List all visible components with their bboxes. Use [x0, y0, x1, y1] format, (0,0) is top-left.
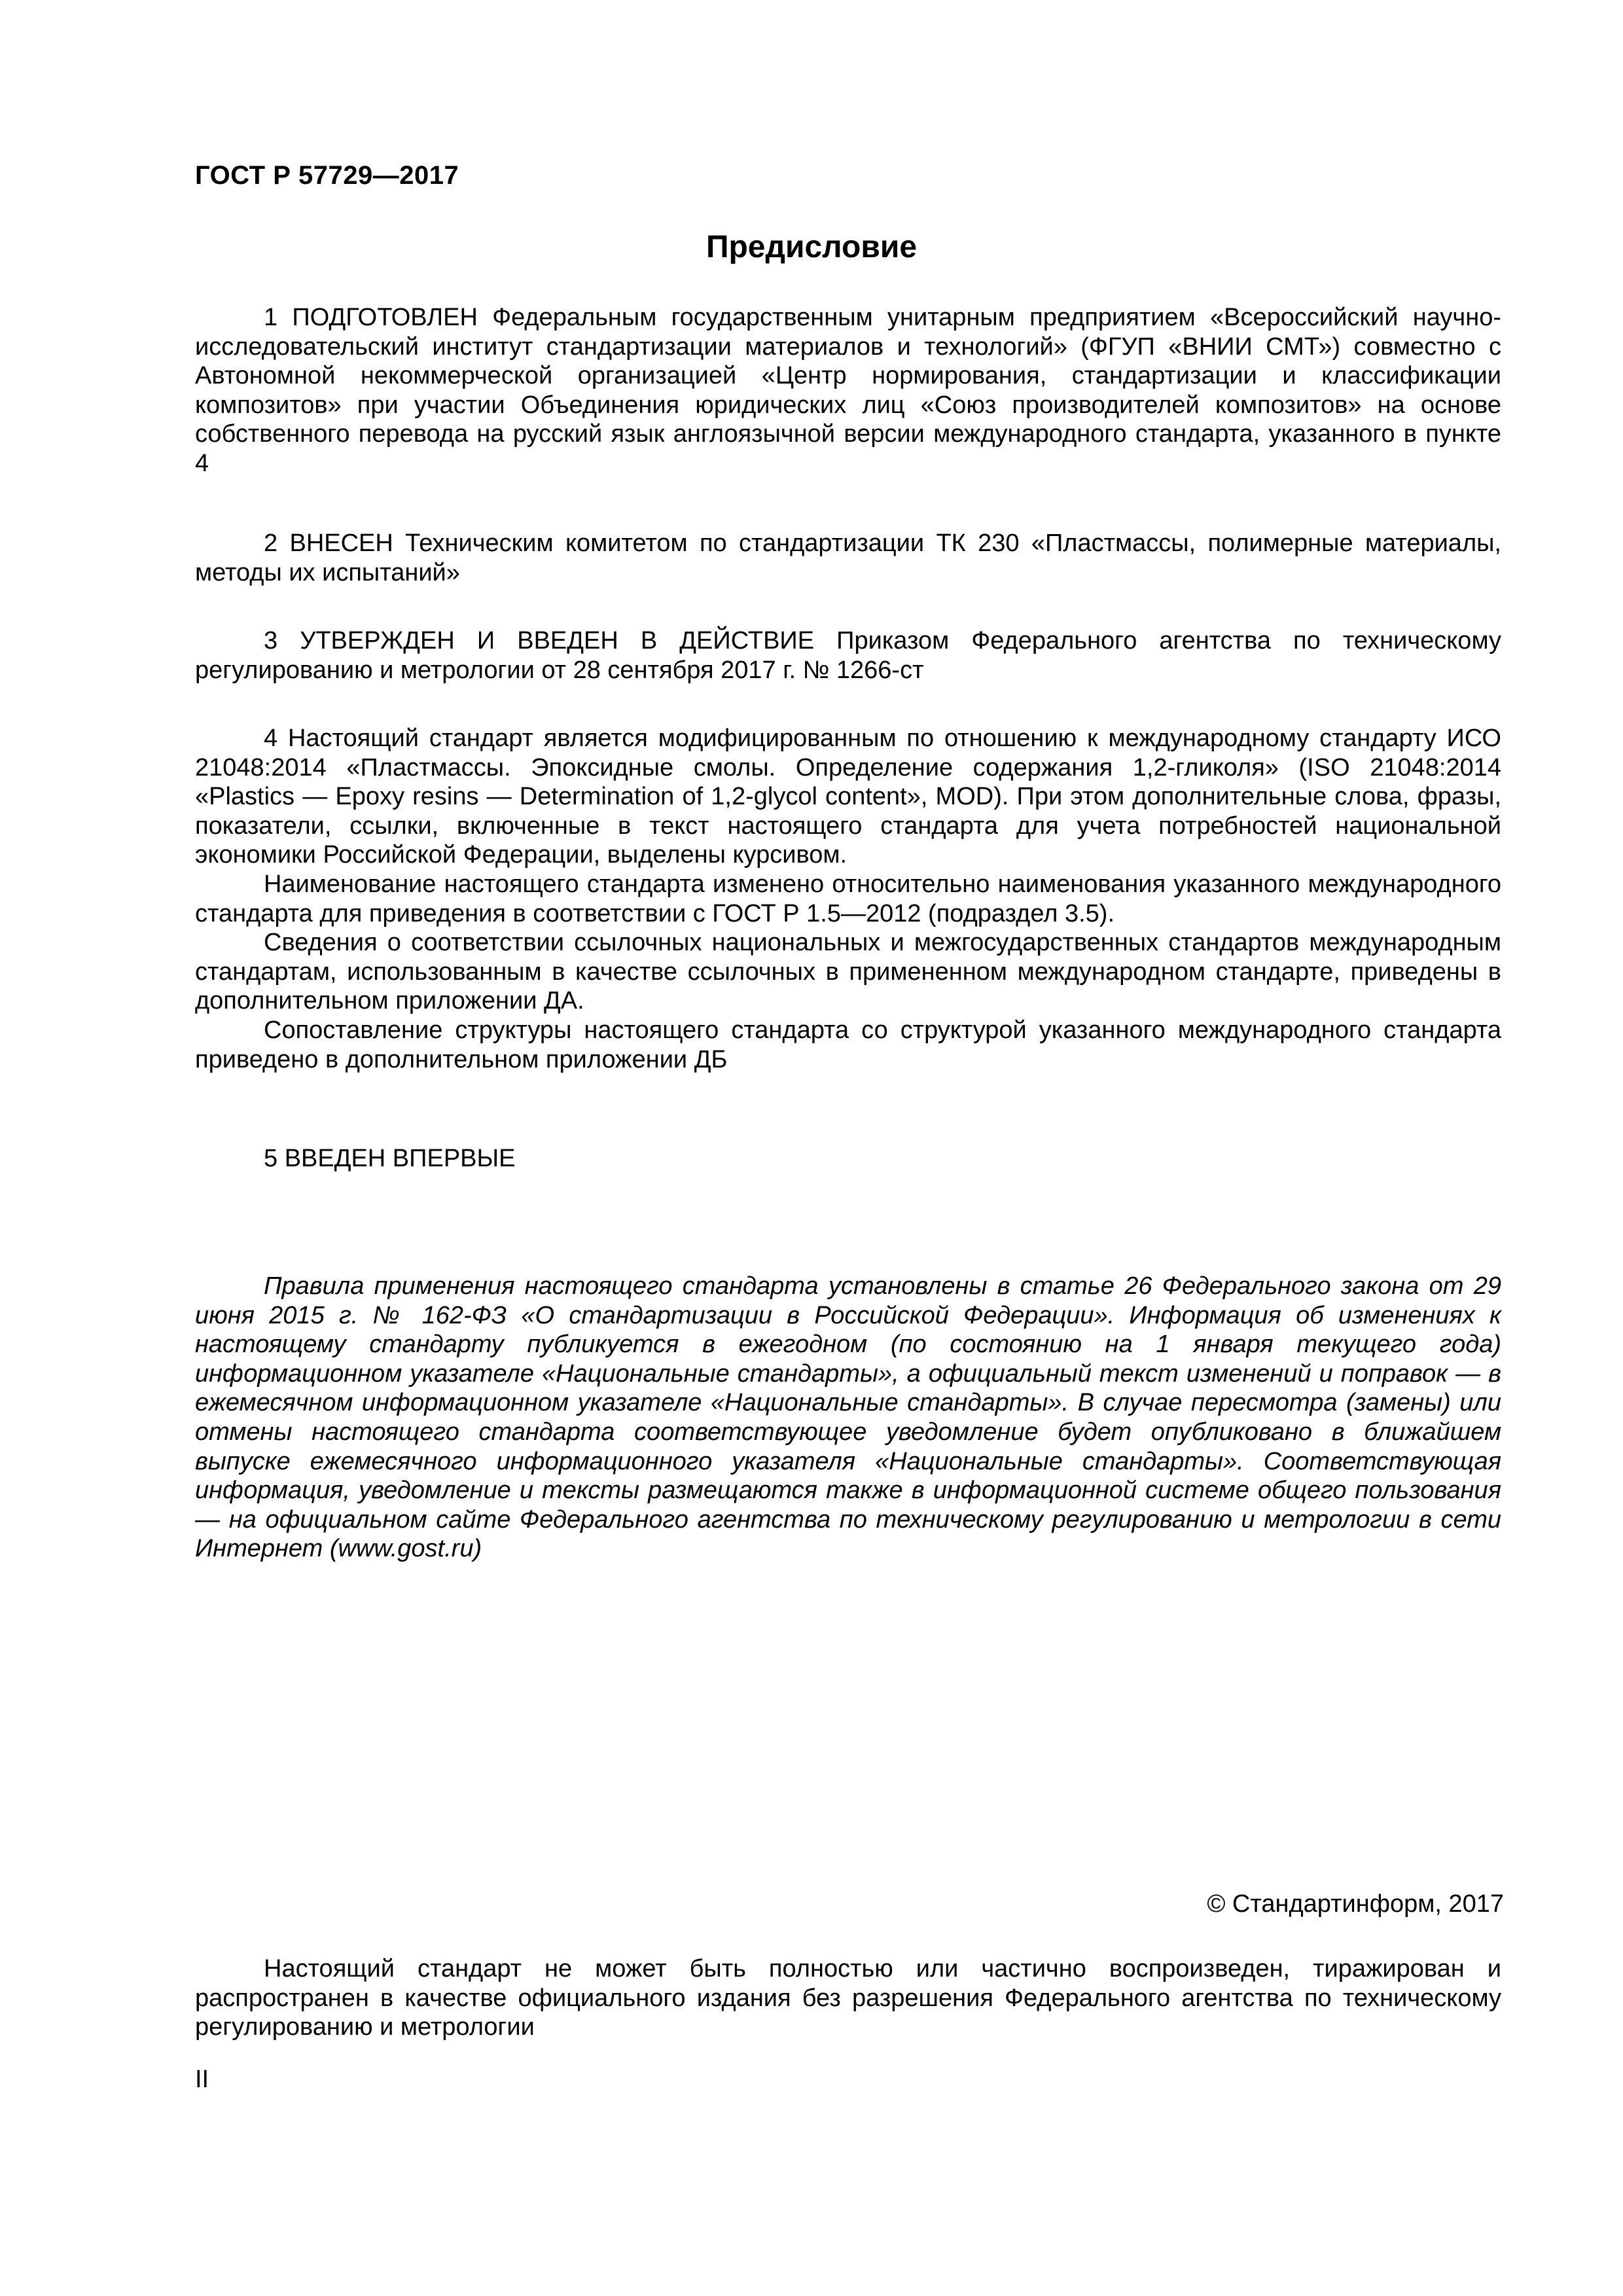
standard-code: ГОСТ Р 57729—2017	[195, 161, 459, 190]
item-4-paragraph: Сведения о соответствии ссылочных национальных и межгосударственных стандартов международным стандартам, использованным в качестве ссылочных в примененном международном стандарте, приведены в дополнительном приложении ДА.	[195, 929, 1501, 1015]
reproduction-notice	[195, 1954, 1501, 2042]
item-4-paragraph: Наименование настоящего стандарта изменено относительно наименования указанного международного стандарта для приведения в соответствии с ГОСТ Р 1.5—2012 (подраздел 3.5).	[195, 870, 1501, 927]
item-4	[195, 724, 1501, 1074]
copyright: © Стандартинформ, 2017	[1207, 1890, 1504, 1918]
item-2-text: 2 ВНЕСЕН Техническим комитетом по стандартизации ТК 230 «Пластмассы, полимерные материалы, методы их испытаний»	[195, 529, 1501, 586]
item-4-paragraph: Сопоставление структуры настоящего стандарта со структурой указанного международного стандарта приведено в дополнительном приложении ДБ	[195, 1016, 1501, 1073]
reproduction-notice-text: Настоящий стандарт не может быть полностью или частично воспроизведен, тиражирован и распространен в качестве официального издания без разрешения Федерального агентства по техническому регулированию и метрологии	[195, 1955, 1501, 2041]
item-2	[195, 529, 1501, 587]
application-rules-text: Правила применения настоящего стандарта установлены в статье 26 Федерального закона от 29 июня 2015 г. № 162-ФЗ «О стандартизации в Российской Федерации». Информация об изменениях к настоящему стандарту публикуется в ежегодном (по состоянию на 1 января текущего года) информационном указателе «Национальные стандарты», а официальный текст изменений и поправок — в ежемесячном информационном указателе «Национальные стандарты». В случае пересмотра (замены) или отмены настоящего стандарта соответствующее уведомление будет опубликовано в ближайшем выпуске ежемесячного информационного указателя «Национальные стандарты». Соответствующая информация, уведомление и тексты размещаются также в информационной системе общего пользования — на официальном сайте Федерального агентства по техническому регулированию и метрологии в сети Интернет (www.gost.ru)	[195, 1272, 1501, 1563]
item-3-text: 3 УТВЕРЖДЕН И ВВЕДЕН В ДЕЙСТВИЕ Приказом Федерального агентства по техническому регулированию и метрологии от 28 сентября 2017 г. № 1266-ст	[195, 627, 1501, 684]
item-3	[195, 626, 1501, 685]
item-1	[195, 303, 1501, 478]
item-1-text: 1 ПОДГОТОВЛЕН Федеральным государственным унитарным предприятием «Всероссийский научно-исследовательский институт стандартизации материалов и технологий» (ФГУП «ВНИИ СМТ») совместно с Автономной некоммерческой организацией «Центр нормирования, стандартизации и классификации композитов» при участии Объединения юридических лиц «Союз производителей композитов» на основе собственного перевода на русский язык англоязычной версии международного стандарта, указанного в пункте 4	[195, 304, 1501, 477]
application-rules	[195, 1272, 1501, 1564]
item-5-text: 5 ВВЕДЕН ВПЕРВЫЕ	[264, 1145, 516, 1172]
item-5	[195, 1144, 1501, 1174]
page-title: Предисловие	[705, 230, 918, 264]
page-number: II	[195, 2066, 209, 2093]
item-4-paragraph: 4 Настоящий стандарт является модифицированным по отношению к международному стандарту ИСО 21048:2014 «Пластмассы. Эпоксидные смолы. Определение содержания 1,2-гликоля» (ISO 21048:2014 «Plastics — Epoxy resins — Determination of 1,2-glycol content», MOD). При этом дополнительные слова, фразы, показатели, ссылки, включенные в текст настоящего стандарта для учета потребностей национальной экономики Российской Федерации, выделены курсивом.	[195, 725, 1501, 869]
